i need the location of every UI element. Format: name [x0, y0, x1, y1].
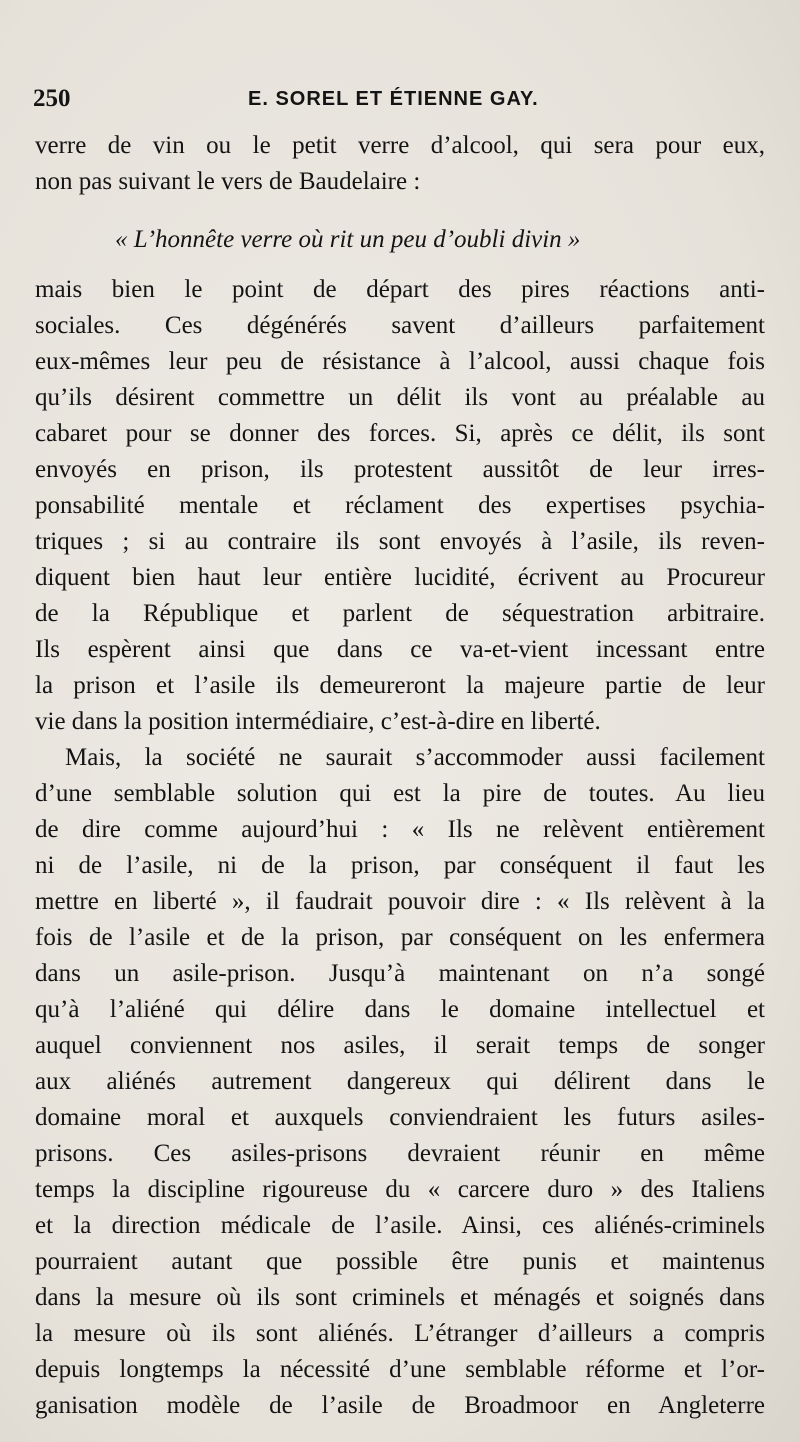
text-line: qu’à l’aliéné qui délire dans le domaine intellectuel et — [35, 996, 765, 1023]
text-line: envoyés en prison, ils protestent aussitôt de leur irres- — [35, 456, 765, 483]
text-line: Mais, la société ne saurait s’accommoder aussi facilement — [65, 744, 765, 771]
text-line: aux aliénés autrement dangereux qui délirent dans le — [35, 1068, 765, 1095]
text-line: la prison et l’asile ils demeureront la majeure partie de leur — [35, 672, 765, 699]
text-line: auquel conviennent nos asiles, il serait temps de songer — [35, 1032, 765, 1059]
text-line: qu’ils désirent commettre un délit ils vont au préalable au — [35, 384, 765, 411]
text-line: vie dans la position intermédiaire, c’est-à-dire en liberté. — [35, 708, 601, 735]
text-line: non pas suivant le vers de Baudelaire : — [35, 168, 421, 195]
text-line: prisons. Ces asiles-prisons devraient réunir en même — [35, 1140, 765, 1167]
text-line: cabaret pour se donner des forces. Si, après ce délit, ils sont — [35, 420, 765, 447]
text-line: de dire comme aujourd’hui : « Ils ne relèvent entièrement — [35, 816, 765, 843]
text-line: domaine moral et auxquels conviendraient les futurs asiles- — [35, 1104, 765, 1131]
text-line: pourraient autant que possible être punis et maintenus — [35, 1248, 765, 1275]
text-line: de la République et parlent de séquestration arbitraire. — [35, 600, 765, 627]
text-line: sociales. Ces dégénérés savent d’ailleurs parfaitement — [35, 312, 765, 339]
baudelaire-quotation: « L’honnête verre où rit un peu d’oubli divin » — [115, 226, 581, 253]
text-line: fois de l’asile et de la prison, par conséquent on les enfermera — [35, 924, 765, 951]
text-line: dans un asile-prison. Jusqu’à maintenant on n’a songé — [35, 960, 765, 987]
text-line: ganisation modèle de l’asile de Broadmoor en Angleterre — [35, 1392, 765, 1419]
page-number: 250 — [33, 85, 71, 112]
paragraph — [35, 272, 765, 740]
text-line: ni de l’asile, ni de la prison, par conséquent il faut les — [35, 852, 765, 879]
text-line: mais bien le point de départ des pires réactions anti- — [35, 276, 765, 303]
text-line: temps la discipline rigoureuse du « carcere duro » des Italiens — [35, 1176, 765, 1203]
paragraph-continuation — [35, 128, 765, 200]
text-line: mettre en liberté », il faudrait pouvoir dire : « Ils relèvent à la — [35, 888, 765, 915]
body-text — [35, 128, 765, 1424]
text-line: Ils espèrent ainsi que dans ce va-et-vient incessant entre — [35, 636, 765, 663]
text-line: et la direction médicale de l’asile. Ainsi, ces aliénés-criminels — [35, 1212, 765, 1239]
text-line: depuis longtemps la nécessité d’une semblable réforme et l’or- — [35, 1356, 765, 1383]
text-line: d’une semblable solution qui est la pire de toutes. Au lieu — [35, 780, 765, 807]
text-line: la mesure où ils sont aliénés. L’étranger d’ailleurs a compris — [35, 1320, 765, 1347]
paragraph — [35, 740, 765, 1424]
text-line: ponsabilité mentale et réclament des expertises psychia- — [35, 492, 765, 519]
text-line: verre de vin ou le petit verre d’alcool, qui sera pour eux, — [35, 132, 765, 159]
text-line: triques ; si au contraire ils sont envoyés à l’asile, ils reven- — [35, 528, 765, 555]
text-line: dans la mesure où ils sont criminels et ménagés et soignés dans — [35, 1284, 765, 1311]
running-head: E. SOREL ET ÉTIENNE GAY. — [248, 88, 539, 110]
text-line: diquent bien haut leur entière lucidité, écrivent au Procureur — [35, 564, 765, 591]
text-line: eux-mêmes leur peu de résistance à l’alcool, aussi chaque fois — [35, 348, 765, 375]
